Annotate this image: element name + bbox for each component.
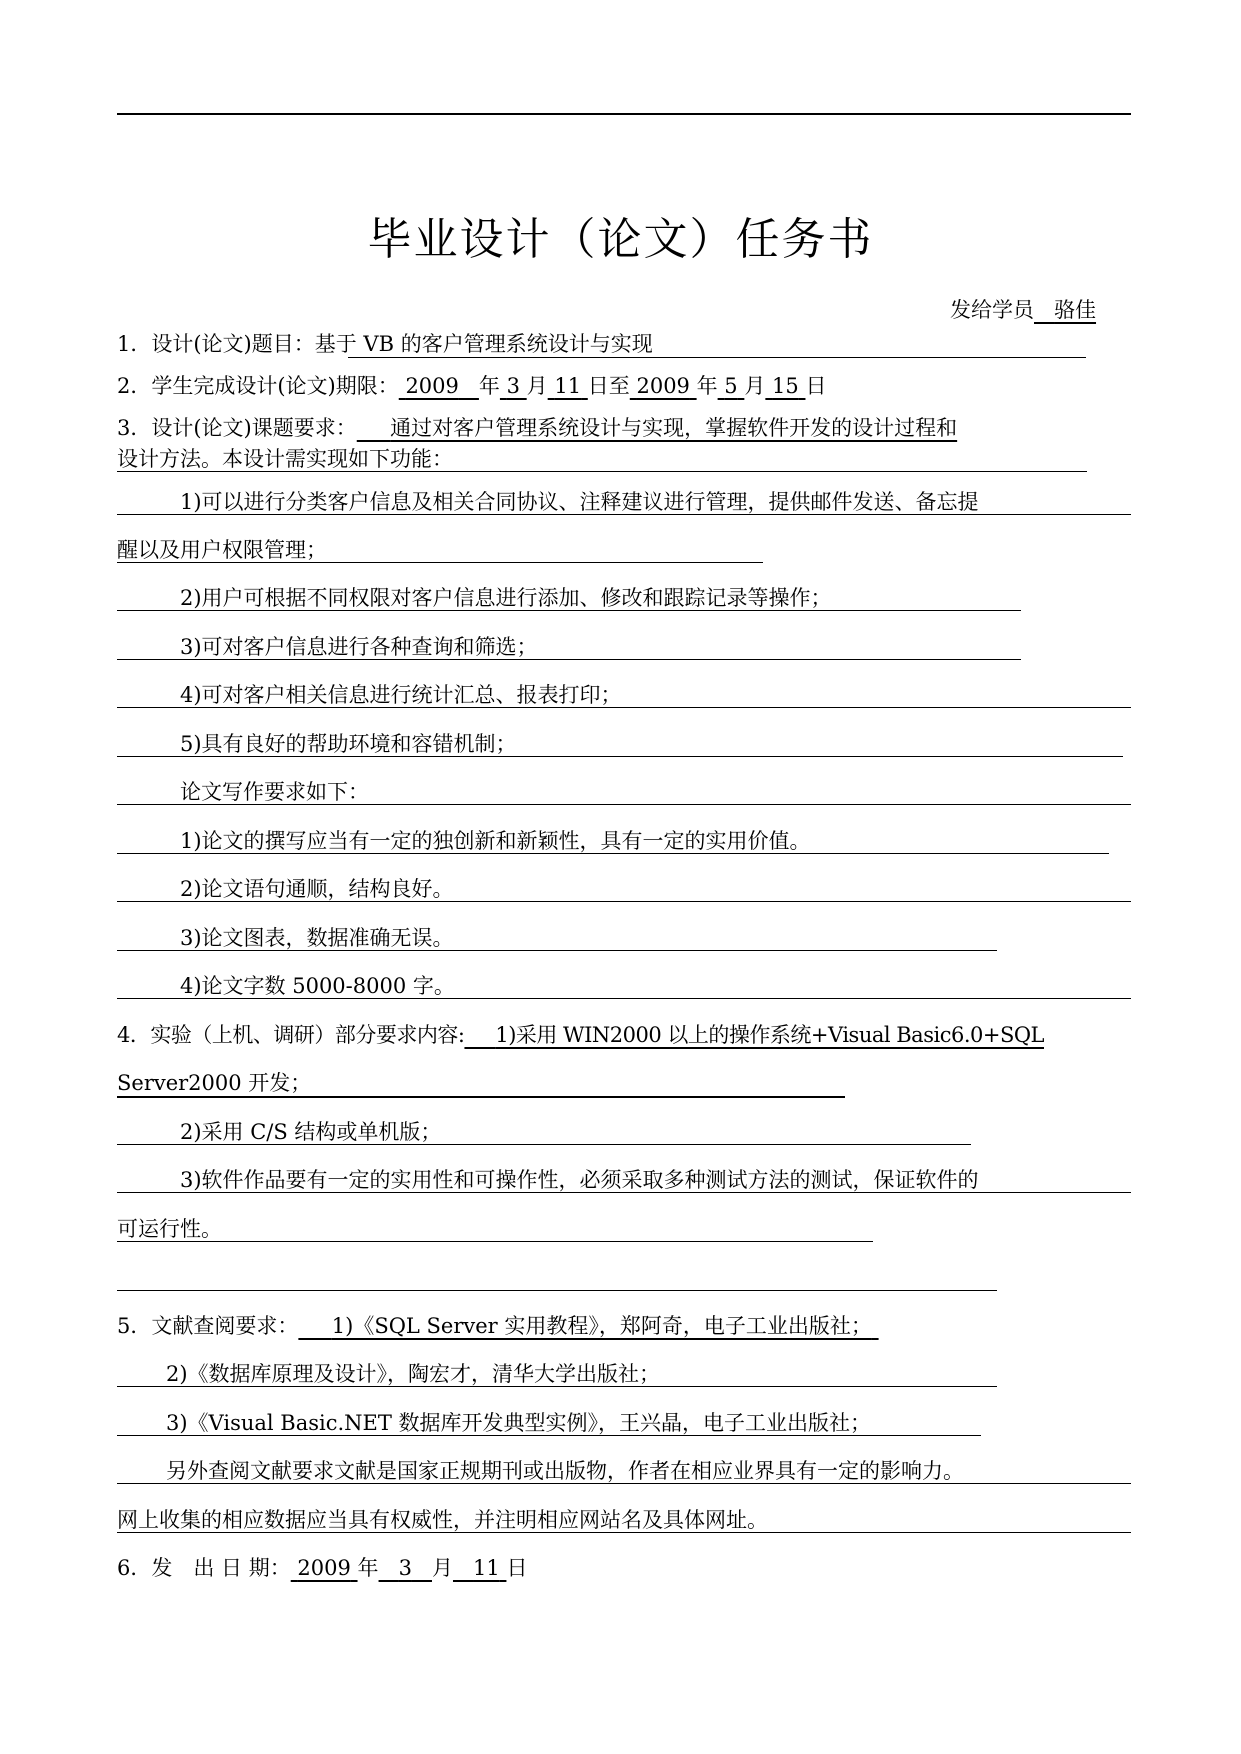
student-line bbox=[950, 296, 1096, 324]
rule-req4 bbox=[117, 707, 1131, 708]
item5-line1 bbox=[117, 1312, 879, 1340]
rule-item4-req1b bbox=[117, 1096, 845, 1098]
rule-item4-req3b bbox=[117, 1241, 873, 1242]
item1-line bbox=[117, 330, 653, 358]
month-word: 月 bbox=[431, 1556, 453, 1580]
item3-req3: 3)可对客户信息进行各种查询和筛选； bbox=[180, 635, 538, 659]
document-title: 毕业设计（论文）任务书 bbox=[367, 214, 874, 265]
rule-paper4 bbox=[117, 998, 1131, 999]
rule-ref3 bbox=[117, 1435, 981, 1436]
item6-year: 2009 bbox=[297, 1556, 351, 1580]
item4-req3b: 可运行性。 bbox=[117, 1217, 222, 1241]
item6-label: 6．发 出 日 期： bbox=[117, 1556, 291, 1580]
student-label: 发给学员 bbox=[950, 298, 1034, 322]
item5-ref1: 1)《SQL Server 实用教程》，郑阿奇，电子工业出版社； bbox=[331, 1314, 872, 1338]
item5-note-a: 另外查阅文献要求文献是国家正规期刊或出版物，作者在相应业界具有一定的影响力。 bbox=[166, 1459, 964, 1483]
student-name: 骆佳 bbox=[1054, 298, 1097, 322]
item4-line1 bbox=[117, 1021, 1044, 1049]
rule-paper-head bbox=[117, 804, 1131, 805]
item5-ref2: 2)《数据库原理及设计》，陶宏才，清华大学出版社； bbox=[166, 1362, 661, 1386]
day-word: 日 bbox=[506, 1556, 528, 1580]
item2-label: 2．学生完成设计(论文)期限： bbox=[117, 374, 399, 398]
item3-paper4: 4)论文字数 5000-8000 字。 bbox=[180, 974, 455, 998]
day-word: 日 bbox=[805, 374, 827, 398]
item1-label: 1．设计(论文)题目： bbox=[117, 332, 315, 356]
rule-paper2 bbox=[117, 901, 1131, 902]
item4-req1b: Server2000 开发； bbox=[117, 1071, 312, 1095]
item5-label: 5．文献查阅要求： bbox=[117, 1314, 299, 1338]
item3-paper-head: 论文写作要求如下： bbox=[180, 780, 369, 804]
header-rule bbox=[117, 113, 1131, 115]
item2-start-year: 2009 bbox=[405, 374, 459, 398]
item2-end-month: 5 bbox=[724, 374, 738, 398]
rule-req3 bbox=[117, 659, 1021, 660]
item3-line2 bbox=[117, 445, 453, 473]
item3-text-2: 设计方法。本设计需实现如下功能： bbox=[117, 447, 453, 471]
item6-line bbox=[117, 1554, 527, 1582]
rule-ref2 bbox=[117, 1386, 997, 1387]
item3-paper3: 3)论文图表，数据准确无误。 bbox=[180, 926, 454, 950]
rule-req1b bbox=[117, 562, 763, 563]
item6-day: 11 bbox=[473, 1556, 500, 1580]
month-word: 月 bbox=[744, 374, 766, 398]
rule-note-a bbox=[117, 1483, 1131, 1484]
year-word: 年 bbox=[357, 1556, 379, 1580]
year-word: 年 bbox=[478, 374, 500, 398]
item3-underline bbox=[117, 471, 1087, 472]
blank-rule bbox=[117, 1290, 997, 1291]
item2-end-day: 15 bbox=[772, 374, 799, 398]
item3-req1a: 1)可以进行分类客户信息及相关合同协议、注释建议进行管理，提供邮件发送、备忘提 bbox=[180, 490, 979, 514]
month-word: 月 bbox=[526, 374, 548, 398]
item1-underline bbox=[348, 357, 1086, 358]
item3-line1 bbox=[117, 414, 957, 442]
item3-req5: 5)具有良好的帮助环境和容错机制； bbox=[180, 732, 517, 756]
item3-paper2: 2)论文语句通顺，结构良好。 bbox=[180, 877, 454, 901]
item1-value: 基于 VB 的客户管理系统设计与实现 bbox=[314, 332, 653, 356]
item5-ref3: 3)《Visual Basic.NET 数据库开发典型实例》，王兴晶，电子工业出版社； bbox=[166, 1411, 872, 1435]
rule-req5 bbox=[117, 756, 1123, 757]
rule-item4-req3a bbox=[117, 1192, 1131, 1193]
rule-req2 bbox=[117, 610, 1021, 611]
item3-text-1: 通过对客户管理系统设计与实现，掌握软件开发的设计过程和 bbox=[390, 416, 958, 440]
rule-paper3 bbox=[117, 950, 997, 951]
item3-req4: 4)可对客户相关信息进行统计汇总、报表打印； bbox=[180, 683, 622, 707]
rule-item4-req2 bbox=[117, 1144, 971, 1145]
item4-req2: 2)采用 C/S 结构或单机版； bbox=[180, 1120, 442, 1144]
item4-label: 4．实验（上机、调研）部分要求内容: bbox=[117, 1023, 465, 1047]
rule-paper1 bbox=[117, 853, 1109, 854]
item3-req2: 2)用户可根据不同权限对客户信息进行添加、修改和跟踪记录等操作； bbox=[180, 586, 832, 610]
item2-end-year: 2009 bbox=[636, 374, 690, 398]
item2-line bbox=[117, 372, 826, 400]
item3-req1b: 醒以及用户权限管理； bbox=[117, 538, 327, 562]
rule-req1a bbox=[117, 514, 1131, 515]
item2-start-month: 3 bbox=[506, 374, 520, 398]
to-word: 日至 bbox=[587, 374, 630, 398]
item6-month: 3 bbox=[398, 1556, 412, 1580]
item4-req3a: 3)软件作品要有一定的实用性和可操作性，必须采取多种测试方法的测试，保证软件的 bbox=[180, 1168, 979, 1192]
item3-paper1: 1)论文的撰写应当有一定的独创新和新颖性，具有一定的实用价值。 bbox=[180, 829, 811, 853]
year-word: 年 bbox=[696, 374, 718, 398]
item5-note-b: 网上收集的相应数据应当具有权威性，并注明相应网站名及具体网址。 bbox=[117, 1508, 768, 1532]
item3-label: 3．设计(论文)课题要求： bbox=[117, 416, 357, 440]
rule-note-b bbox=[117, 1532, 1131, 1533]
item4-req1a: 1)采用 WIN2000 以上的操作系统+Visual Basic6.0+SQL bbox=[495, 1023, 1044, 1047]
item2-start-day: 11 bbox=[554, 374, 582, 398]
